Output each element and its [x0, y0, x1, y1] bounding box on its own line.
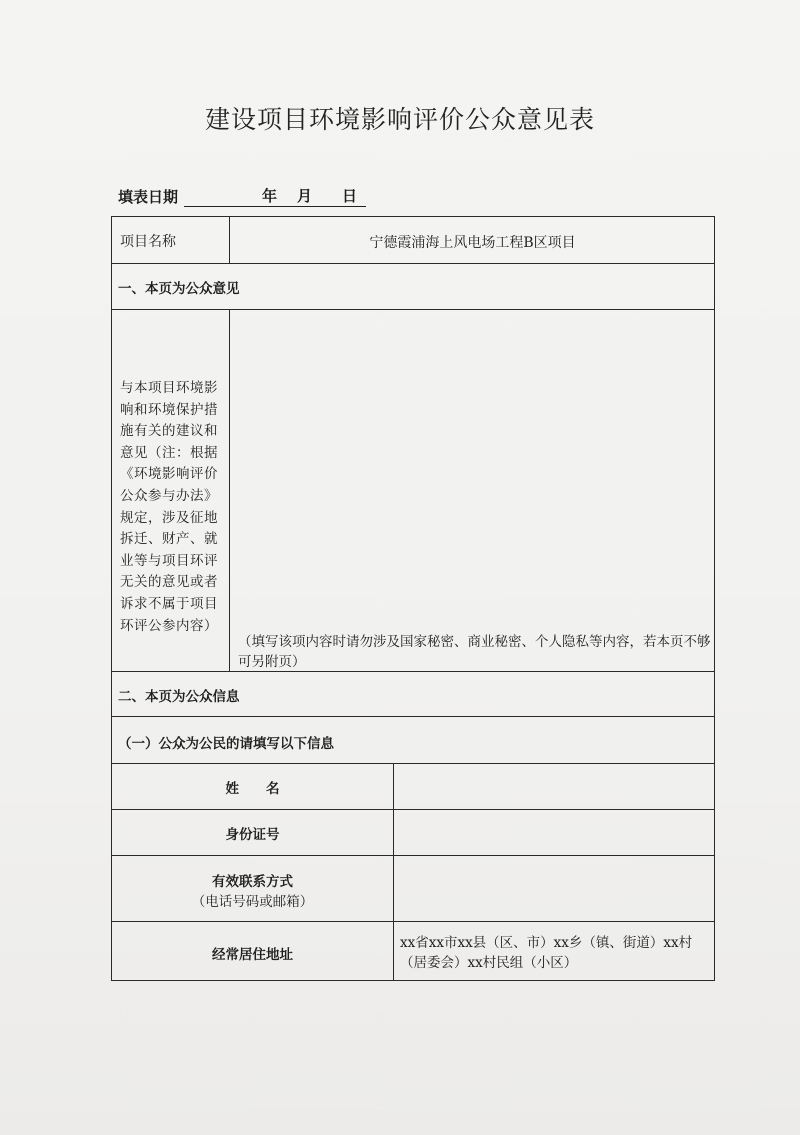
table-rule [111, 763, 715, 764]
section2-header: 二、本页为公众信息 [118, 689, 240, 705]
section2-sub-header: （一）公众为公民的请填写以下信息 [118, 736, 334, 752]
table-col-divider [229, 309, 230, 671]
opinion-input-area[interactable] [231, 311, 713, 629]
opinion-label: 与本项目环境影响和环境保护措施有关的建议和意见（注：根据《环境影响评价公众参与办法》规定，涉及征地拆迁、财产、就业等与项目环评无关的意见或者诉求不属于项目环评公参内容） [120, 380, 218, 634]
table-col-divider [229, 216, 230, 263]
contact-sub-label: （电话号码或邮箱） [191, 894, 314, 910]
section1-header: 一、本页为公众意见 [118, 281, 240, 297]
table-rule [111, 809, 715, 810]
fill-date-field[interactable] [184, 187, 366, 207]
table-rule [111, 855, 715, 856]
table-border-top [111, 216, 715, 217]
table-rule [111, 309, 715, 310]
contact-field[interactable] [395, 857, 713, 920]
fill-date-label: 填表日期 [118, 188, 179, 206]
table-rule [111, 921, 715, 922]
date-day-label: 日 [342, 187, 358, 205]
table-border-right [714, 216, 715, 981]
date-year-label: 年 [262, 187, 278, 205]
id-number-field[interactable] [395, 811, 713, 854]
table-border-left [111, 216, 112, 981]
table-col-divider [393, 763, 394, 980]
id-number-label: 身份证号 [225, 827, 280, 843]
citizen-name-label: 姓 名 [225, 781, 280, 797]
citizen-name-field[interactable] [395, 765, 713, 808]
fill-date-row [118, 186, 366, 207]
opinion-hint: （填写该项内容时请勿涉及国家秘密、商业秘密、个人隐私等内容，若本页不够可另附页） [238, 634, 711, 670]
project-name-label: 项目名称 [120, 234, 176, 250]
form-title: 建设项目环境影响评价公众意见表 [204, 105, 595, 134]
contact-label: 有效联系方式 [212, 874, 293, 890]
table-rule [111, 716, 715, 717]
project-name-value[interactable]: 宁德霞浦海上风电场工程B区项目 [369, 235, 576, 251]
address-value[interactable]: xx省xx市xx县（区、市）xx乡（镇、街道）xx村（居委会）xx村民组（小区） [400, 935, 693, 971]
table-border-bottom [111, 980, 715, 981]
date-month-label: 月 [297, 187, 313, 205]
address-label: 经常居住地址 [212, 947, 293, 963]
table-rule [111, 263, 715, 264]
